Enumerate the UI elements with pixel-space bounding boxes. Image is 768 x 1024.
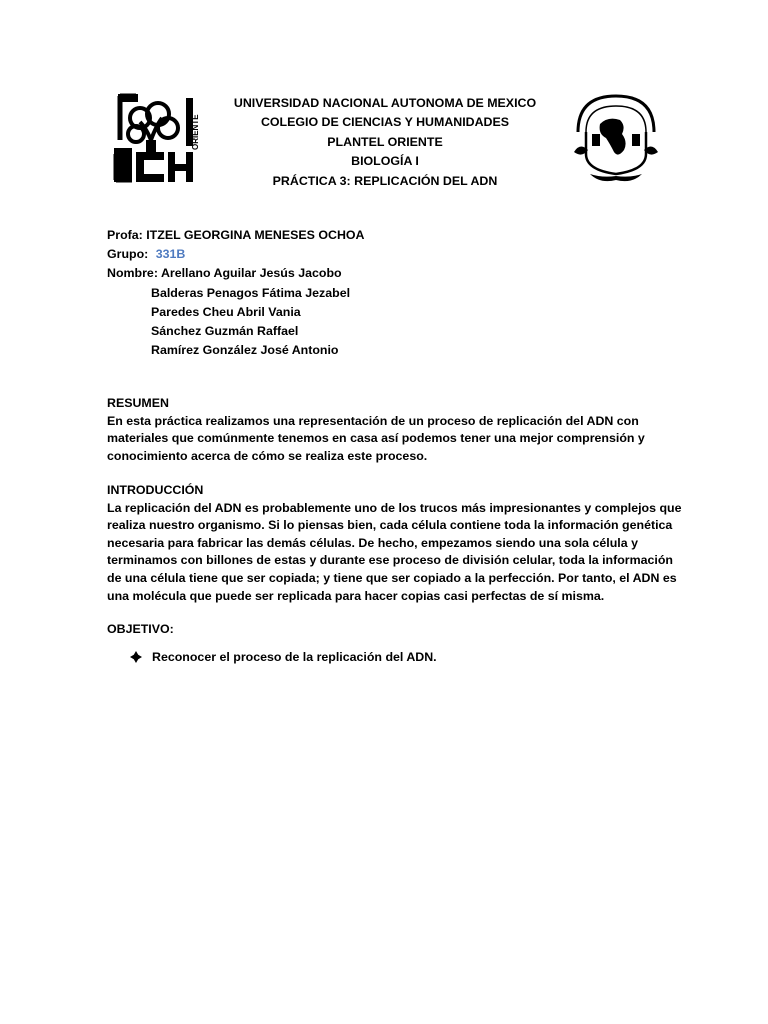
group-value: 331B: [155, 247, 186, 262]
practice-title: PRÁCTICA 3: REPLICACIÓN DEL ADN: [272, 173, 498, 188]
objective-text: Reconocer el proceso de la replicación del ADN.: [152, 650, 437, 664]
names-line: [107, 264, 364, 283]
summary-title: RESUMEN: [107, 396, 169, 410]
summary-line: materiales que comúnmente tenemos en casa así podemos tener una mejor comprensión y: [107, 431, 645, 446]
introduction-line: realiza nuestro organismo. Si lo piensas bien, cada célula contiene toda la información genética: [107, 518, 673, 533]
cch-logo-text: ORIENTE: [191, 114, 200, 150]
introduction-line: terminamos con billones de estas y durante ese proceso de división celular, toda la información: [107, 553, 674, 568]
introduction-section: [107, 482, 682, 605]
names-label: Nombre:: [107, 266, 158, 281]
introduction-title: INTRODUCCIÓN: [107, 483, 204, 497]
unam-seal: [570, 90, 662, 186]
course-name: BIOLOGÍA I: [351, 154, 419, 169]
info-block: [107, 226, 364, 360]
summary-line: conocimiento acerca de cómo se realiza este proceso.: [107, 448, 428, 463]
campus-name: PLANTEL ORIENTE: [327, 134, 443, 149]
introduction-line: necesaria para fabricar las demás células. De hecho, empezamos siendo una sola célula y: [107, 535, 638, 550]
introduction-line: una molécula que puede ser replicada para hacer copias casi perfectas de sí misma.: [107, 588, 605, 603]
objective-title: OBJETIVO:: [107, 622, 174, 636]
student-name: Paredes Cheu Abril Vania: [151, 304, 301, 319]
student-name: Sánchez Guzmán Raffael: [151, 324, 299, 339]
document-header: [210, 94, 560, 191]
university-name: UNIVERSIDAD NACIONAL AUTONOMA DE MEXICO: [233, 96, 537, 110]
student-name: Ramírez González José Antonio: [151, 343, 339, 358]
teacher-line: Profa: ITZEL GEORGINA MENESES OCHOA: [107, 228, 365, 242]
group-line: [107, 245, 364, 264]
diamond-bullet-icon: [130, 651, 142, 663]
cch-logo: [106, 92, 200, 188]
objective-item: [130, 650, 437, 664]
student-name: Balderas Penagos Fátima Jezabel: [151, 285, 351, 300]
college-name: COLEGIO DE CIENCIAS Y HUMANIDADES: [260, 115, 510, 130]
summary-line: En esta práctica realizamos una representación de un proceso de replicación del ADN con: [107, 413, 639, 428]
group-label: Grupo:: [107, 247, 149, 262]
objective-section: [107, 621, 667, 639]
introduction-line: de una célula tiene que ser copiada; y tiene que ser copiado a la perfección. Por tanto, el ADN es: [107, 570, 677, 585]
student-name: Arellano Aguilar Jesús Jacobo: [160, 266, 342, 281]
introduction-line: La replicación del ADN es probablemente uno de los trucos más impresionantes y complejos que: [107, 500, 682, 515]
summary-section: [107, 395, 667, 465]
